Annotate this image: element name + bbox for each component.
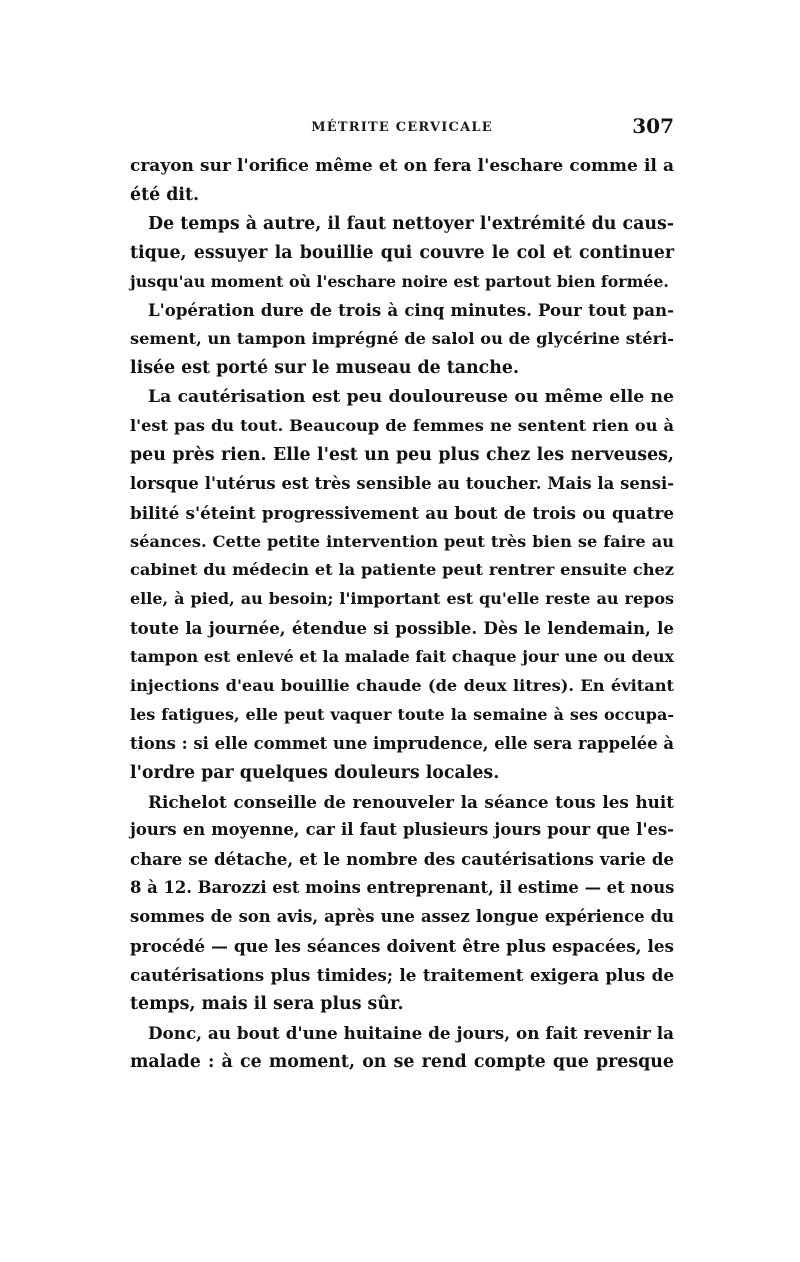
paragraph-first-line: De temps à autre, il faut nettoyer l'extrémité du caus- — [148, 213, 674, 234]
text-line: chare se détache, et le nombre des cautérisations varie de — [130, 849, 674, 870]
text-line: les fatigues, elle peut vaquer toute la semaine à ses occupa- — [130, 704, 674, 724]
paragraph-first-line: L'opération dure de trois à cinq minutes. Pour tout pan- — [148, 300, 674, 321]
body-text — [130, 152, 674, 1077]
text-line: sommes de son avis, après une assez longue expérience du — [130, 907, 674, 927]
text-line: sement, un tampon imprégné de salol ou de glycérine stéri- — [130, 329, 674, 349]
text-line: jusqu'au moment où l'eschare noire est partout bien formée. — [130, 271, 669, 291]
text-line: peu près rien. Elle l'est un peu plus chez les nerveuses, — [130, 444, 674, 465]
text-line: malade : à ce moment, on se rend compte que presque — [130, 1051, 674, 1072]
running-title: MÉTRITE CERVICALE — [311, 120, 493, 135]
text-line: temps, mais il sera plus sûr. — [130, 993, 404, 1014]
text-line: lorsque l'utérus est très sensible au toucher. Mais la sensi- — [130, 473, 674, 493]
text-line: crayon sur l'orifice même et on fera l'eschare comme il a — [130, 156, 674, 176]
text-line: lisée est porté sur le museau de tanche. — [130, 358, 520, 379]
text-line: séances. Cette petite intervention peut très bien se faire au — [130, 531, 674, 551]
text-line: tions : si elle commet une imprudence, elle sera rappelée à — [130, 733, 674, 753]
running-head — [128, 114, 676, 142]
text-line: elle, à pied, au besoin; l'important est qu'elle reste au repos — [130, 589, 674, 609]
text-line: tampon est enlevé et la malade fait chaque jour une ou deux — [130, 647, 674, 667]
text-line: cautérisations plus timides; le traitement exigera plus de — [130, 964, 674, 985]
paragraph-first-line: Richelot conseille de renouveler la séance tous les huit — [148, 791, 674, 812]
paragraph-first-line: La cautérisation est peu douloureuse ou même elle ne — [148, 387, 674, 408]
text-line: procédé — que les séances doivent être plus espacées, les — [130, 936, 674, 957]
text-line: tique, essuyer la bouillie qui couvre le col et continuer — [130, 242, 674, 263]
text-line: l'est pas du tout. Beaucoup de femmes ne sentent rien ou à — [130, 416, 674, 436]
paragraph-first-line: Donc, au bout d'une huitaine de jours, on fait revenir la — [148, 1022, 674, 1043]
text-line: injections d'eau bouillie chaude (de deux litres). En évitant — [130, 676, 674, 696]
text-line: toute la journée, étendue si possible. Dès le lendemain, le — [130, 618, 674, 639]
text-line: jours en moyenne, car il faut plusieurs jours pour que l'es- — [130, 820, 674, 840]
text-line: cabinet du médecin et la patiente peut rentrer ensuite chez — [130, 560, 674, 580]
text-line: l'ordre par quelques douleurs locales. — [130, 762, 500, 783]
page-number: 307 — [632, 114, 674, 138]
text-line: bilité s'éteint progressivement au bout de trois ou quatre — [130, 502, 674, 523]
text-line: été dit. — [130, 184, 200, 205]
text-line: 8 à 12. Barozzi est moins entreprenant, il estime — et nous — [130, 878, 675, 898]
